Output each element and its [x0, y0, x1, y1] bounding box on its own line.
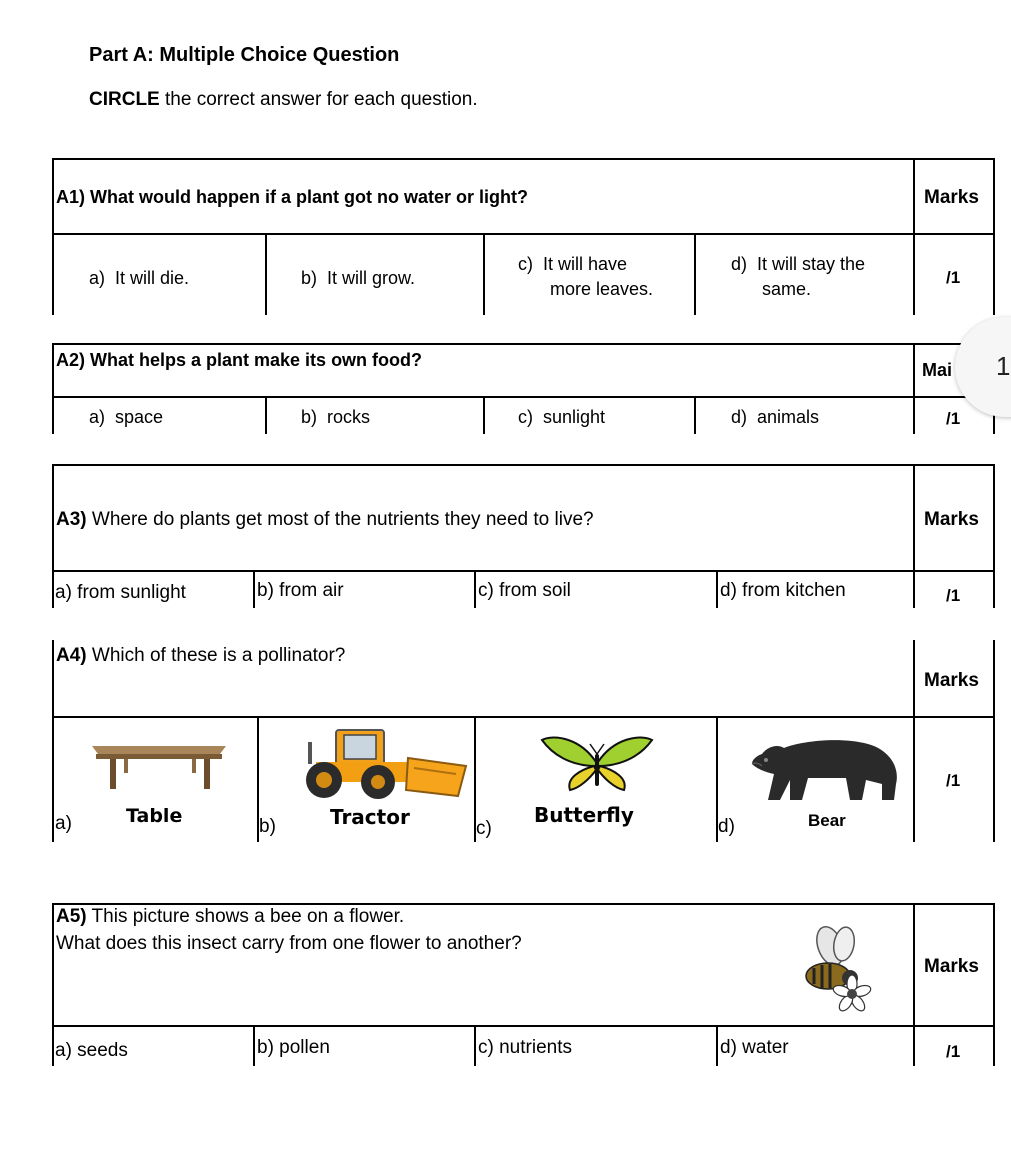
option-a5-b[interactable]: b) pollen — [257, 1037, 330, 1058]
option-letter: a) — [89, 407, 106, 427]
option-a3-c[interactable]: c) from soil — [478, 580, 571, 601]
question-a5-line1 — [56, 906, 404, 928]
question-a4 — [56, 645, 345, 667]
option-text-line2: same. — [762, 279, 812, 299]
option-a4-d-letter[interactable]: d) — [718, 816, 735, 837]
option-letter: c) — [518, 254, 533, 274]
mark-a4: /1 — [946, 771, 961, 790]
option-letter: b) — [301, 407, 318, 427]
option-text: rocks — [327, 407, 371, 427]
option-a1-a[interactable] — [89, 266, 189, 291]
option-text: It will stay the — [757, 254, 866, 274]
mark-a5: /1 — [946, 1042, 961, 1061]
option-a3-b[interactable]: b) from air — [257, 580, 344, 601]
option-a5-c[interactable]: c) nutrients — [478, 1037, 572, 1058]
option-text: It will have — [543, 254, 628, 274]
bee-flower-icon — [800, 922, 880, 1018]
butterfly-icon — [540, 732, 654, 796]
marks-header-a1: Marks — [924, 187, 979, 208]
option-text: space — [115, 407, 164, 427]
option-a2-d[interactable] — [731, 405, 819, 430]
page-title: Part A: Multiple Choice Question — [89, 44, 400, 66]
option-a3-d[interactable]: d) from kitchen — [720, 580, 846, 601]
instructions — [89, 89, 478, 111]
option-a4-d-label[interactable]: Bear — [808, 811, 846, 830]
option-letter: b) — [301, 268, 318, 288]
tractor-icon — [296, 722, 468, 804]
marks-header-a3: Marks — [924, 509, 979, 530]
option-a4-c-letter[interactable]: c) — [476, 818, 492, 839]
question-number: A5) — [56, 906, 87, 927]
question-text: This picture shows a bee on a flower. — [86, 906, 405, 927]
option-letter: d) — [731, 407, 748, 427]
option-a4-b-label[interactable]: Tractor — [330, 805, 410, 829]
marks-header-a2: Mai — [922, 360, 953, 380]
page-number-badge[interactable] — [955, 317, 1011, 417]
instruction-text: the correct answer for each question. — [159, 89, 478, 110]
option-a4-a-label[interactable]: Table — [126, 805, 183, 827]
option-a2-b[interactable] — [301, 405, 370, 430]
option-a4-a-letter[interactable]: a) — [55, 813, 72, 834]
option-a1-d[interactable] — [731, 252, 865, 302]
option-letter: c) — [518, 407, 533, 427]
option-letter: d) — [731, 254, 748, 274]
page-number: 1 — [996, 351, 1011, 381]
option-text: animals — [757, 407, 820, 427]
option-a5-d[interactable]: d) water — [720, 1037, 789, 1058]
option-a3-a[interactable]: a) from sunlight — [55, 582, 186, 603]
marks-header-a4: Marks — [924, 670, 979, 691]
option-letter: a) — [89, 268, 106, 288]
question-a3 — [56, 509, 594, 531]
question-text: Where do plants get most of the nutrients they need to live? — [86, 509, 594, 530]
marks-header-a5: Marks — [924, 956, 979, 977]
question-text: Which of these is a pollinator? — [86, 645, 346, 666]
question-a1: A1) What would happen if a plant got no water or light? — [56, 187, 528, 207]
question-a5-line2: What does this insect carry from one flower to another? — [56, 933, 522, 954]
option-text: It will grow. — [327, 268, 416, 288]
option-text: It will die. — [115, 268, 190, 288]
bear-icon — [748, 734, 904, 806]
table-icon — [88, 740, 230, 792]
option-a2-c[interactable] — [518, 405, 605, 430]
mark-a2: /1 — [946, 409, 961, 428]
option-a4-b-letter[interactable]: b) — [259, 816, 276, 837]
question-number: A4) — [56, 645, 87, 666]
mark-a3: /1 — [946, 586, 961, 605]
question-a2: A2) What helps a plant make its own food? — [56, 350, 423, 370]
option-a1-b[interactable] — [301, 266, 415, 291]
instruction-emphasis: CIRCLE — [89, 89, 160, 110]
option-a1-c[interactable] — [518, 252, 653, 302]
option-a4-c-label[interactable]: Butterfly — [534, 803, 634, 827]
question-number: A3) — [56, 509, 87, 530]
option-text: sunlight — [543, 407, 606, 427]
mark-a1: /1 — [946, 268, 961, 287]
option-text-line2: more leaves. — [550, 279, 654, 299]
option-a2-a[interactable] — [89, 405, 163, 430]
option-a5-a[interactable]: a) seeds — [55, 1040, 128, 1061]
